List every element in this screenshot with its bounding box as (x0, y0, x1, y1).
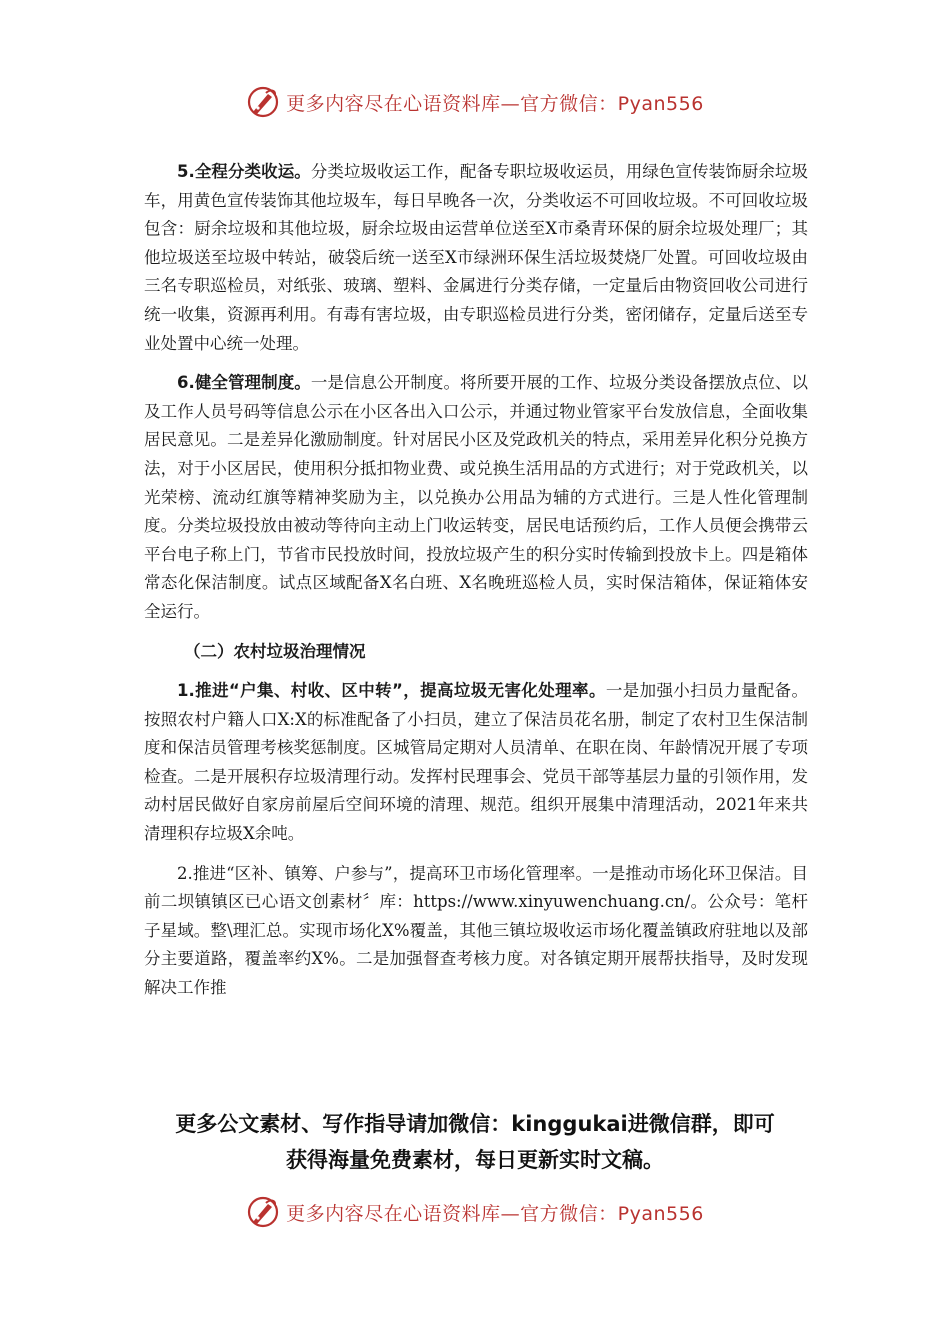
promo-line-1: 更多公文素材、写作指导请加微信：kinggukai进微信群，即可 (175, 1112, 775, 1136)
paragraph-management-system: 6.健全管理制度。一是信息公开制度。将所要开展的工作、垃圾分类设备摆放点位、以及工作人员号码等信息公示在小区各出入口公示，并通过物业管家平台发放信息，全面收集居民意见。二是差异化激励制度。针对居民小区及党政机关的特点，采用差异化积分兑换方法，对于小区居民，使用积分抵扣物业费、或兑换生活用品的方式进行；对于党政机关，以光荣榜、流动红旗等精神奖励为主，以兑换办公用品为辅的方式进行。三是人性化管理制度。分类垃圾投放由被动等待向主动上门收运转变，居民电话预约后，工作人员便会携带云平台电子称上门，节省市民投放时间，投放垃圾产生的积分实时传输到投放卡上。四是箱体常态化保洁制度。试点区域配备X名白班、X名晚班巡检人员，实时保洁箱体，保证箱体安全运行。 (144, 373, 808, 621)
section-heading-rural: （二）农村垃圾治理情况 (184, 641, 366, 661)
paragraph-market-sanitation: 2.推进“区补、镇筹、户参与”，提高环卫市场化管理率。一是推动市场化环卫保洁。目前二坝镇镇区已心语文创素材〞库：https://www.xinyuwenchuang.cn/。公众号：笔杆子星域。整\理汇总。实现市场化X%覆盖，其他三镇垃圾收运市场化覆盖镇政府驻地以及部分主要道路，覆盖率约X%。二是加强督查考核力度。对各镇定期开展帮扶指导，及时发现解决工作推 (144, 863, 808, 998)
banner-text: 更多内容尽在心语资料库—官方微信：Pyan556 (286, 92, 704, 115)
paragraph-lead: 5.全程分类收运。 (177, 162, 311, 181)
fountain-pen-logo-icon (246, 85, 280, 119)
paragraph-lead: 1.推进“户集、村收、区中转”，提高垃圾无害化处理率。 (177, 681, 606, 701)
banner-text: 更多内容尽在心语资料库—官方微信：Pyan556 (286, 1202, 704, 1225)
document-body (144, 158, 808, 1003)
promo-line-2: 获得海量免费素材，每日更新实时文稿。 (286, 1148, 664, 1172)
fountain-pen-logo-icon (246, 1195, 280, 1229)
paragraph-sorted-collection: 5.全程分类收运。分类垃圾收运工作，配备专职垃圾收运员，用绿色宣传装饰厨余垃圾车，用黄色宣传装饰其他垃圾车，每日早晚各一次，分类收运不可回收垃圾。不可回收垃圾包含：厨余垃圾和其他垃圾，厨余垃圾由运营单位送至X市桑青环保的厨余垃圾处理厂；其他垃圾送至垃圾中转站，破袋后统一送至X市绿洲环保生活垃圾焚烧厂处置。可回收垃圾由三名专职巡检员，对纸张、玻璃、塑料、金属进行分类存储，一定量后由物资回收公司进行统一收集，资源再利用。有毒有害垃圾，由专职巡检员进行分类，密闭储存，定量后送至专业处置中心统一处理。 (144, 162, 808, 353)
paragraph-lead: 6.健全管理制度。 (177, 373, 311, 393)
promo-notice (0, 1106, 950, 1178)
paragraph-rural-garbage: 1.推进“户集、村收、区中转”，提高垃圾无害化处理率。一是加强小扫员力量配备。按照农村户籍人口X:X的标准配备了小扫员，建立了保洁员花名册，制定了农村卫生保洁制度和保洁员管理考核奖惩制度。区城管局定期对人员清单、在职在岗、年龄情况开展了专项检查。二是开展积存垃圾清理行动。发挥村民理事会、党员干部等基层力量的引领作用，发动村居民做好自家房前屋后空间环境的清理、规范。组织开展集中清理活动，2021年来共清理积存垃圾X余吨。 (144, 681, 809, 844)
footer-watermark-banner (0, 1192, 950, 1232)
header-watermark-banner (0, 82, 950, 122)
